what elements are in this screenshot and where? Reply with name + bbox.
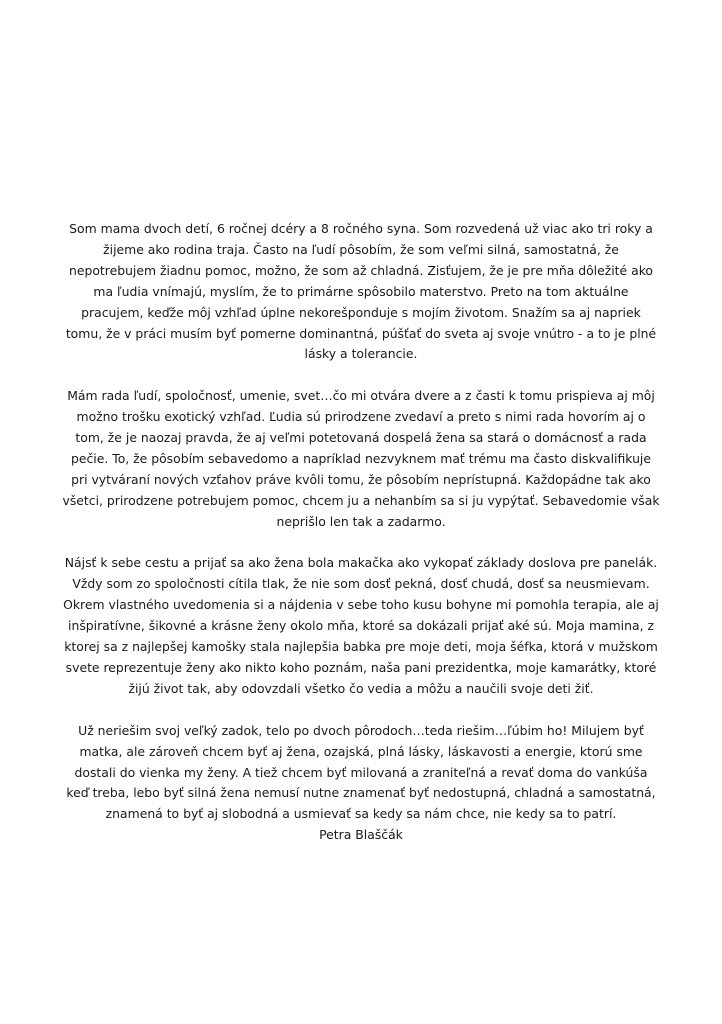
paragraph-4 <box>62 721 660 846</box>
paragraph-2: Mám rada ľudí, spoločnosť, umenie, svet…čo mi otvára dvere a z časti k tomu prispieva aj môj možno trošku exotický vzhľad. Ľudia sú prirodzene zvedaví a preto s nimi rada hovorím aj o tom, že je naozaj pravda, že aj veľmi potetovaná dospelá žena sa stará o domácnosť a rada pečie. To, že pôsobím sebavedomo a napríklad nezvyknem mať trému ma často diskvalifikuje pri vytváraní nových vzťahov práve kvôli tomu, že pôsobím neprístupná. Každopádne tak ako všetci, prirodzene potrebujem pomoc, chcem ju a nehanbím sa si ju vypýtať. Sebavedomie však neprišlo len tak a zadarmo. <box>62 388 660 529</box>
paragraph-1: Som mama dvoch detí, 6 ročnej dcéry a 8 ročného syna. Som rozvedená už viac ako tri roky a žijeme ako rodina traja. Často na ľudí pôsobím, že som veľmi silná, samostatná, že nepotrebujem žiadnu pomoc, možno, že som až chladná. Zisťujem, že je pre mňa dôležité ako ma ľudia vnímajú, myslím, že to primárne spôsobilo materstvo. Preto na tom aktuálne pracujem, keďže môj vzhľad úplne nekorešponduje s mojím životom. Snažím sa aj napriek tomu, že v práci musím byť pomerne dominantná, púšťať do sveta aj svoje vnútro - a to je plné lásky a tolerancie. <box>65 221 657 362</box>
paragraph-3: Nájsť k sebe cestu a prijať sa ako žena bola makačka ako vykopať základy doslova pre panelák. Vždy som zo spoločnosti cítila tlak, že nie som dosť pekná, dosť chudá, dosť sa neusmievam. Okrem vlastného uvedomenia si a nájdenia v sebe toho kusu bohyne mi pomohla terapia, ale aj inšpiratívne, šikovné a krásne ženy okolo mňa, ktoré sa dokázali prijať aké sú. Moja mamina, z ktorej sa z najlepšej kamošky stala najlepšia babka pre moje deti, moja šéfka, ktorá v mužskom svete reprezentuje ženy ako nikto koho poznám, naša pani prezidentka, moje kamarátky, ktoré žijú život tak, aby odovzdali všetko čo vedia a môžu a naučili svoje deti žiť. <box>63 555 659 696</box>
author-signature: Petra Blaščák <box>319 827 403 843</box>
text-block <box>62 219 660 846</box>
paragraph-4-text: Už neriešim svoj veľký zadok, telo po dvoch pôrodoch…teda riešim…ľúbim ho! Milujem byť matka, ale zároveň chcem byť aj žena, ozajská, plná lásky, láskavosti a energie, ktorú sme dostali do vienka my ženy. A tiež chcem byť milovaná a zraniteľná a revať doma do vankúša keď treba, lebo byť silná žena nemusí nutne znamenať byť nedostupná, chladná a samostatná, znamená to byť aj slobodná a usmievať sa kedy sa nám chce, nie kedy sa to patrí. <box>66 722 656 822</box>
